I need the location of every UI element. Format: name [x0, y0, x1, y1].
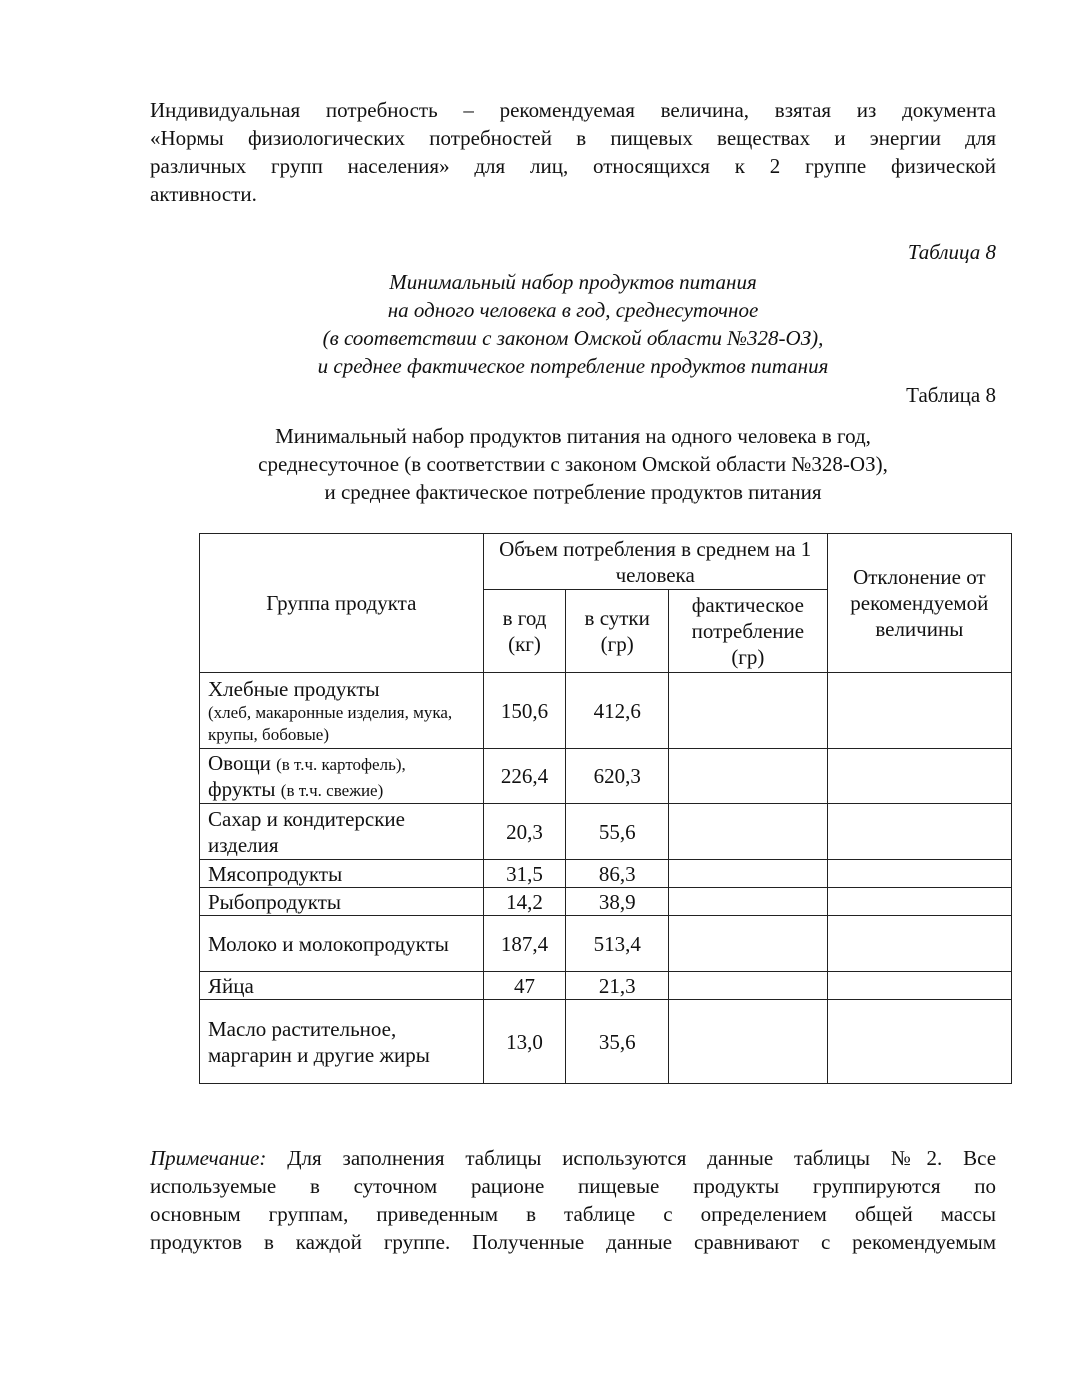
row-day: 513,4	[566, 916, 669, 972]
row-deviation	[827, 673, 1011, 749]
note-paragraph	[150, 1144, 996, 1256]
row-year: 13,0	[483, 1000, 566, 1084]
header-volume: Объем потребления в среднем на 1 человека	[483, 534, 827, 590]
row-group-cell	[200, 673, 484, 749]
row-group-name: фрукты	[208, 777, 276, 801]
row-year: 187,4	[483, 916, 566, 972]
row-group-name: Яйца	[200, 972, 484, 1000]
intro-line: различных групп населения» для лиц, относящихся к 2 группе физической	[150, 154, 996, 178]
table-row	[200, 1000, 1012, 1084]
row-deviation	[827, 860, 1011, 888]
table-row	[200, 749, 1012, 804]
note-line	[150, 1144, 996, 1172]
table-title-line: среднесуточное (в соответствии с законом Омской области №328-ОЗ),	[258, 452, 888, 476]
row-group-name: Молоко и молокопродукты	[200, 916, 484, 972]
table-row	[200, 673, 1012, 749]
row-actual	[669, 916, 828, 972]
note-line: используемые в суточном рационе пищевые продукты группируются по	[150, 1174, 996, 1198]
table-label-italic: Таблица 8	[907, 240, 996, 264]
row-day: 620,3	[566, 749, 669, 804]
row-group-name: Мясопродукты	[200, 860, 484, 888]
note-text: Для заполнения таблицы используются данные таблицы №2. Все	[287, 1146, 997, 1170]
row-actual	[669, 972, 828, 1000]
row-group-cell	[200, 749, 484, 804]
header-per-year: в год (кг)	[483, 590, 566, 673]
row-year: 226,4	[483, 749, 566, 804]
row-year: 150,6	[483, 673, 566, 749]
header-group: Группа продукта	[200, 534, 484, 673]
row-day: 412,6	[566, 673, 669, 749]
row-deviation	[827, 804, 1011, 860]
table-row	[200, 916, 1012, 972]
row-actual	[669, 860, 828, 888]
note-line: основным группам, приведенным в таблице с определением общей массы	[150, 1202, 996, 1226]
row-group-note: (в т.ч. свежие)	[280, 781, 384, 800]
row-day: 21,3	[566, 972, 669, 1000]
table-title-italic-line: (в соответствии с законом Омской области №328-ОЗ),	[322, 326, 824, 350]
row-year: 20,3	[483, 804, 566, 860]
row-deviation	[827, 749, 1011, 804]
intro-line: «Нормы физиологических потребностей в пищевых веществах и энергии для	[150, 126, 996, 150]
row-deviation	[827, 888, 1011, 916]
row-actual	[669, 673, 828, 749]
row-actual	[669, 804, 828, 860]
row-actual	[669, 1000, 828, 1084]
row-group-name: Овощи	[208, 751, 271, 775]
table-row	[200, 972, 1012, 1000]
row-year: 31,5	[483, 860, 566, 888]
table-title-italic-line: Минимальный набор продуктов питания	[389, 270, 757, 294]
row-day: 86,3	[566, 860, 669, 888]
header-deviation: Отклонение от рекомендуемой величины	[827, 534, 1011, 673]
row-deviation	[827, 1000, 1011, 1084]
row-group-name: Сахар и кондитерские изделия	[200, 804, 484, 860]
table-label: Таблица 8	[906, 383, 996, 407]
row-group-name: Хлебные продукты	[208, 676, 380, 701]
table-title-italic-line: на одного человека в год, среднесуточное	[387, 298, 759, 322]
table-title-italic	[150, 268, 996, 380]
table-title-line: Минимальный набор продуктов питания на одного человека в год,	[275, 424, 871, 448]
document-page	[150, 96, 997, 1254]
table-row	[200, 860, 1012, 888]
row-year: 47	[483, 972, 566, 1000]
row-day: 38,9	[566, 888, 669, 916]
row-group-name: Рыбопродукты	[200, 888, 484, 916]
row-group-note: (хлеб, макаронные изделия, мука, крупы, бобовые)	[208, 702, 453, 744]
table-title	[150, 422, 996, 506]
row-actual	[669, 749, 828, 804]
table-title-line: и среднее фактическое потребление продуктов питания	[324, 480, 822, 504]
row-deviation	[827, 972, 1011, 1000]
header-per-day: в сутки (гр)	[566, 590, 669, 673]
intro-line: Индивидуальная потребность – рекомендуемая величина, взятая из документа	[150, 98, 996, 122]
row-deviation	[827, 916, 1011, 972]
header-actual: фактическое потребление (гр)	[669, 590, 828, 673]
row-day: 35,6	[566, 1000, 669, 1084]
note-label: Примечание:	[150, 1146, 267, 1170]
row-year: 14,2	[483, 888, 566, 916]
row-actual	[669, 888, 828, 916]
intro-line: активности.	[150, 182, 257, 206]
table-row	[200, 804, 1012, 860]
table-title-italic-line: и среднее фактическое потребление продуктов питания	[317, 354, 829, 378]
intro-paragraph	[150, 96, 996, 208]
table-row	[200, 888, 1012, 916]
row-group-note: (в т.ч. картофель),	[276, 755, 406, 774]
row-day: 55,6	[566, 804, 669, 860]
row-group-name: Масло растительное, маргарин и другие жиры	[200, 1000, 484, 1084]
note-line: продуктов в каждой группе. Полученные данные сравнивают с рекомендуемым	[150, 1230, 996, 1254]
products-table	[199, 533, 1012, 1084]
